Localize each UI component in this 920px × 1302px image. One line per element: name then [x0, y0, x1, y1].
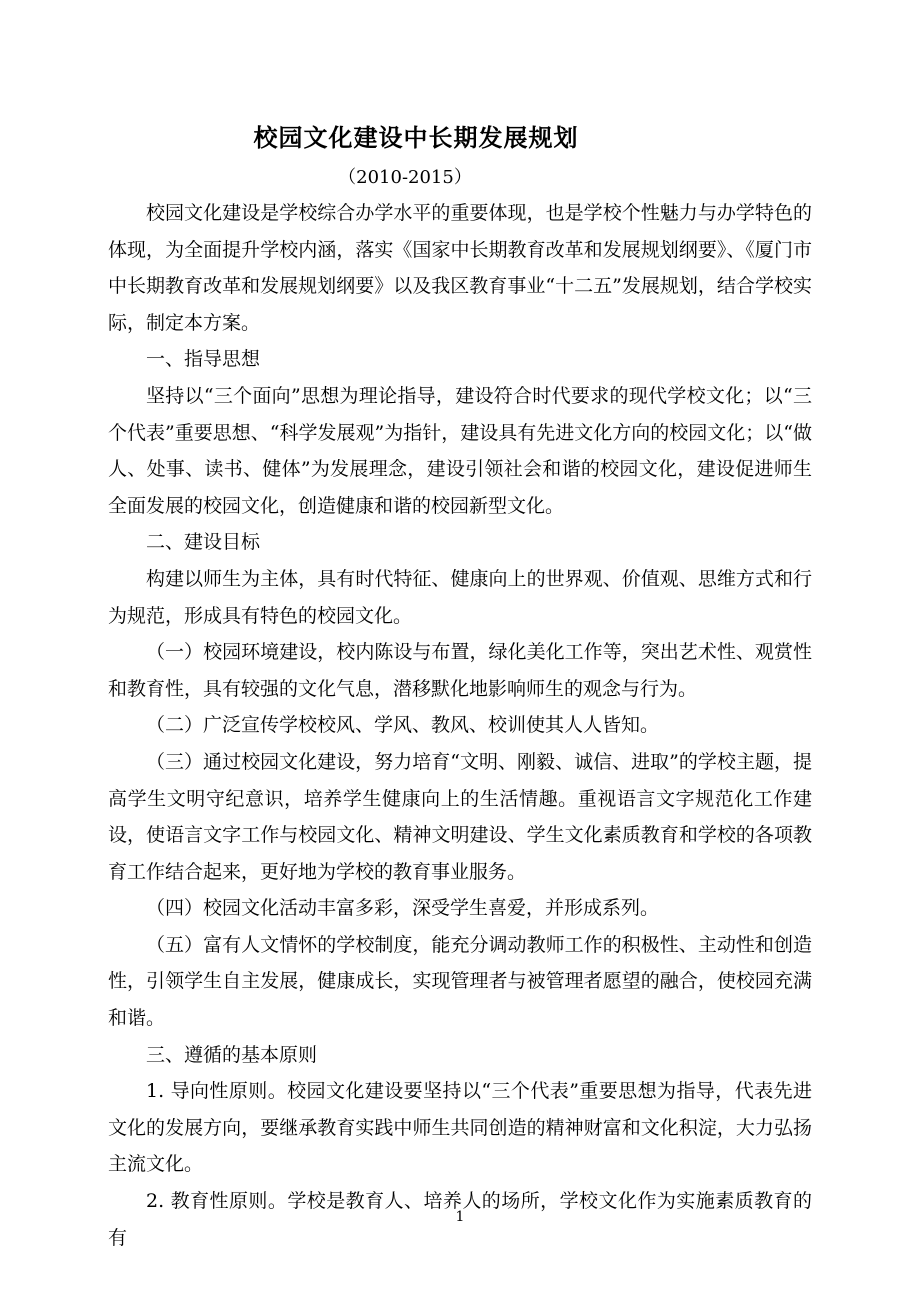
goal-item-4: （四）校园文化活动丰富多彩，深受学生喜爱，并形成系列。 [146, 897, 660, 920]
section-heading-basic-principles: 三、遵循的基本原则 [146, 1043, 318, 1066]
principle-item-2: 2. 教育性原则。学校是教育人、培养人的场所，学校文化作为实施素质教育的有 [108, 1190, 812, 1249]
document-title: 校园文化建设中长期发展规划 [253, 124, 579, 152]
goal-item-2: （二）广泛宣传学校校风、学风、教风、校训使其人人皆知。 [146, 714, 660, 737]
document-body [108, 195, 812, 1256]
principle-item-1: 1. 导向性原则。校园文化建设要坚持以“三个代表”重要思想为指导，代表先进文化的发展方向，要继承教育实践中师生共同创造的精神财富和文化积淀，大力弘扬主流文化。 [108, 1080, 812, 1176]
section-heading-guiding-ideology: 一、指导思想 [146, 348, 261, 371]
goal-item-1: （一）校园环境建设，校内陈设与布置，绿化美化工作等，突出艺术性、观赏性和教育性，具有较强的文化气息，潜移默化地影响师生的观念与行为。 [108, 641, 812, 700]
paragraph-intro: 校园文化建设是学校综合办学水平的重要体现，也是学校个性魅力与办学特色的体现，为全面提升学校内涵，落实《国家中长期教育改革和发展规划纲要》、《厦门市中长期教育改革和发展规划纲要》以及我区教育事业“十二五”发展规划，结合学校实际，制定本方案。 [108, 202, 812, 334]
paragraph-guiding-ideology: 坚持以“三个面向”思想为理论指导，建设符合时代要求的现代学校文化；以“三个代表”重要思想、“科学发展观”为指针，建设具有先进文化方向的校园文化；以“做人、处事、读书、健体”为发展理念，建设引领社会和谐的校园文化，建设促进师生全面发展的校园文化，创造健康和谐的校园新型文化。 [108, 384, 812, 517]
goal-item-3: （三）通过校园文化建设，努力培育“文明、刚毅、诚信、进取”的学校主题，提高学生文明守纪意识，培养学生健康向上的生活情趣。重视语言文字规范化工作建设，使语言文字工作与校园文化、精神文明建设、学生文化素质教育和学校的各项教育工作结合起来，更好地为学校的教育事业服务。 [108, 750, 812, 883]
document-subtitle: （2010-2015） [338, 167, 472, 188]
paragraph-construction-goals: 构建以师生为主体，具有时代特征、健康向上的世界观、价值观、思维方式和行为规范，形成具有特色的校园文化。 [108, 567, 812, 627]
goal-item-5: （五）富有人文情怀的学校制度，能充分调动教师工作的积极性、主动性和创造性，引领学生自主发展，健康成长，实现管理者与被管理者愿望的融合，使校园充满和谐。 [108, 933, 812, 1030]
page-number: 1 [455, 1209, 465, 1225]
section-heading-construction-goals: 二、建设目标 [146, 531, 261, 554]
